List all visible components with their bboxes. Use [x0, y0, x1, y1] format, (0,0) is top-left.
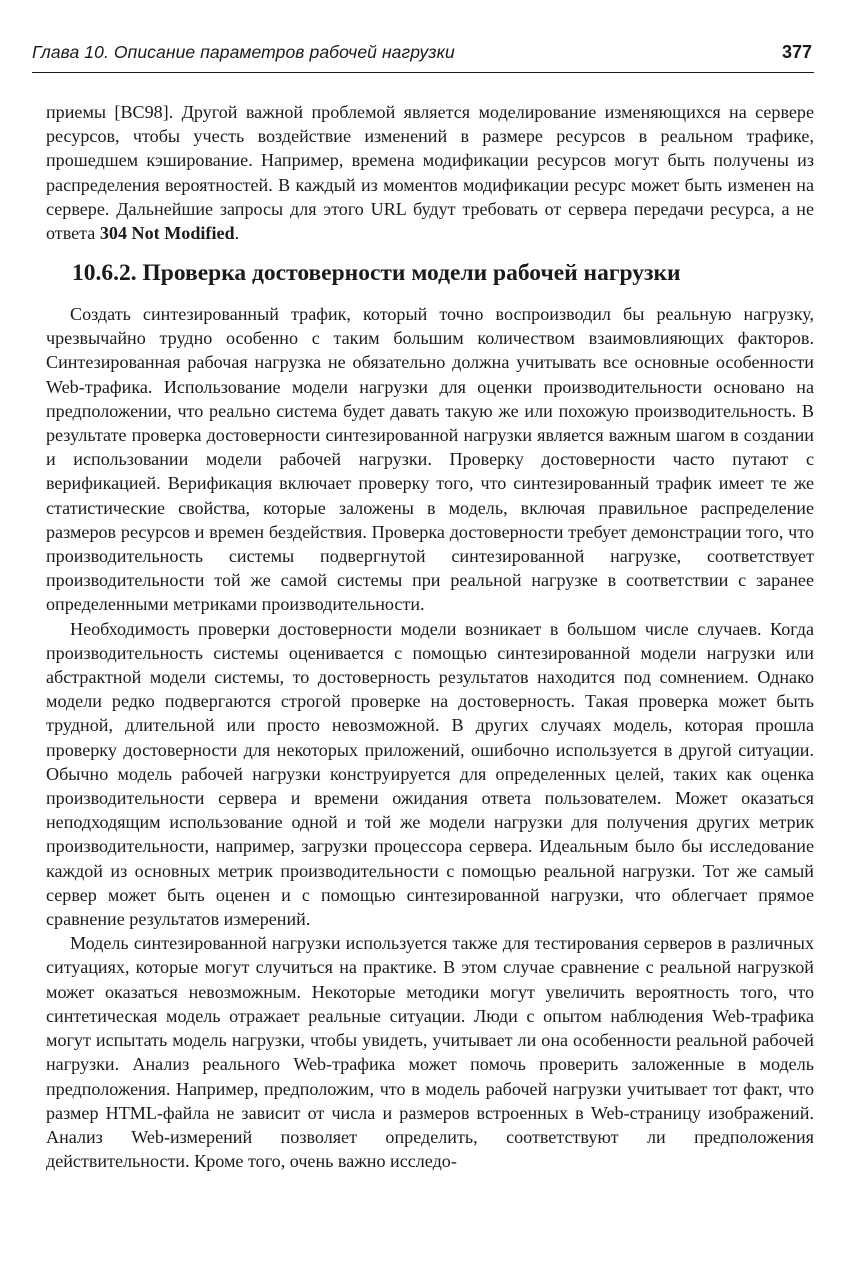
page-number: 377	[781, 42, 812, 62]
intro-end: .	[234, 223, 240, 244]
status-code-bold: 304 Not Modified	[99, 223, 235, 244]
chapter-running-title: Глава 10. Описание параметров рабочей нагрузки	[32, 42, 455, 62]
section-paragraph: Модель синтезированной нагрузки используется также для тестирования серверов в различных ситуациях, которые могут случиться на практике. В этом случае сравнение с реальной нагрузкой может оказаться невозможным. Некоторые методики могут увеличить вероятность того, что синтетическая модель отражает реальные ситуации. Люди с опытом наблюдения Web-трафика могут испытать модель нагрузки, чтобы увидеть, учитывает ли она особенности реальной рабочей нагрузки. Анализ реального Web-трафика может помочь проверить заложенные в модель предположения. Например, предположим, что в модель рабочей нагрузки учитывает тот факт, что размер HTML-файла не зависит от числа и размеров встроенных в Web-страницу изображений. Анализ Web-измерений позволяет определить, соответствуют ли предположения действительности. Кроме того, очень важно исследо-	[46, 933, 814, 1172]
running-header	[32, 38, 814, 73]
section-body	[46, 302, 814, 1173]
section-paragraph: Необходимость проверки достоверности модели возникает в большом числе случаев. Когда производительность системы оценивается с помощью синтезированной модели нагрузки или абстрактной модели системы, то достоверность результатов находится под сомнением. Однако модели редко подвергаются строгой проверке на достоверность. Такая проверка может быть трудной, длительной или просто невозможной. В других случаях модель, которая прошла проверку достоверности для некоторых приложений, ошибочно используется в другой ситуации. Обычно модель рабочей нагрузки конструируется для определенных целей, таких как оценка производительности сервера и времени ожидания ответа пользователем. Может оказаться неподходящим использование одной и той же модели нагрузки для получения других метрик производительности, например, загрузки процессора сервера. Идеальным было бы исследование каждой из основных метрик производительности с помощью реальной нагрузки. Тот же самый сервер может быть оценен и с помощью синтезированной нагрузки, что облегчает прямое сравнение результатов измерений.	[46, 618, 814, 930]
intro-paragraph-block	[46, 100, 814, 245]
section-paragraph: Создать синтезированный трафик, который точно воспроизводил бы реальную нагрузку, чрезвычайно трудно особенно с таким большим количеством взаимовлияющих факторов. Синтезированная рабочая нагрузка не обязательно должна учитывать все основные особенности Web-трафика. Использование модели нагрузки для оценки производительности основано на предположении, что реально система будет давать такую же или похожую производительность. В результате проверка достоверности синтезированной нагрузки является важным шагом в создании и использовании модели рабочей нагрузки. Проверку достоверности часто путают с верификацией. Верификация включает проверку того, что синтезированный трафик имеет те же статистические свойства, которые заложены в модель, включая правильное распределение размеров ресурсов и времен бездействия. Проверка достоверности требует демонстрации того, что производительность системы подвергнутой синтезированной нагрузке, соответствует производительности той же самой системы при реальной нагрузке в соответствии с заранее определенными метриками производительности.	[46, 304, 814, 615]
intro-paragraph	[46, 100, 814, 245]
intro-text: приемы [BC98]. Другой важной проблемой является моделирование изменяющихся на сервере ресурсов, чтобы учесть воздействие изменений в размере ресурсов в реальном трафике, прошедшем кэширование. Например, времена модификации ресурсов могут быть получены из распределения вероятностей. В каждый из моментов модификации ресурс может быть изменен на сервере. Дальнейшие запросы для этого URL будут требовать от сервера передачи ресурса, а не ответа	[46, 102, 814, 244]
section-heading: 10.6.2. Проверка достоверности модели рабочей нагрузки	[72, 260, 681, 286]
